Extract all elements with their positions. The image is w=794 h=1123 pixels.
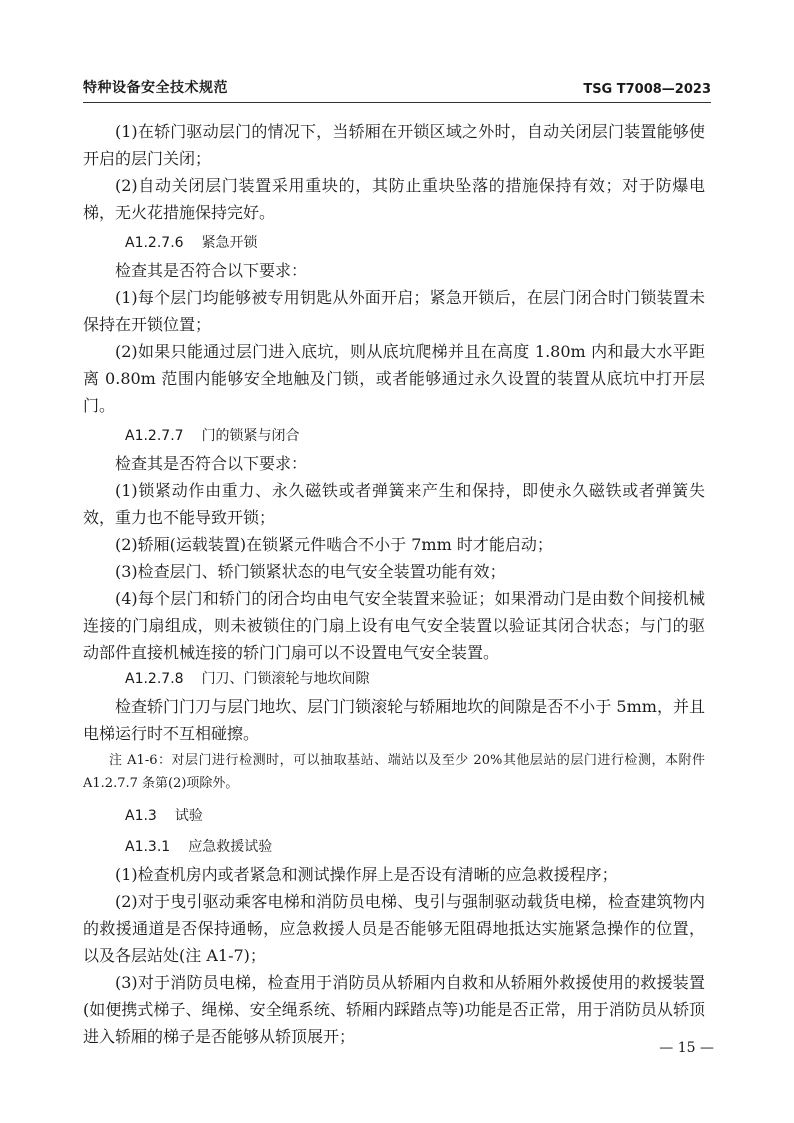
header-title: 特种设备安全技术规范 [83,80,228,96]
paragraph: (1)检查机房内或者紧急和测试操作屏上是否设有清晰的应急救援程序； [115,865,618,884]
section-number: A1.3 [125,808,157,824]
section-title: 试验 [174,808,203,824]
paragraph: (2)如果只能通过层门进入底坑，则从底坑爬梯并且在高度 1.80m 内和最大水平距离 0.80m 范围内能够安全地触及门锁，或者能够通过永久设置的装置从底坑中打开层门。 [83,342,705,415]
section-heading [83,803,705,830]
section-heading [83,423,705,450]
header-code: TSG T7008—2023 [583,82,711,97]
paragraph: 检查轿门门刀与层门地坎、层门门锁滚轮与轿厢地坎的间隙是否不小于 5mm，并且电梯运行时不互相碰擦。 [83,697,705,743]
paragraph: (3)检查层门、轿门锁紧状态的电气安全装置功能有效； [115,562,506,581]
section-number: A1.2.7.8 [125,671,184,687]
paragraph: 检查其是否符合以下要求： [115,454,308,473]
page-header [83,78,711,103]
section-heading [83,230,705,257]
paragraph: (2)自动关闭层门装置采用重块的，其防止重块坠落的措施保持有效；对于防爆电梯，无火花措施保持完好。 [83,176,705,222]
paragraph: (2)轿厢(运载装置)在锁紧元件啮合不小于 7mm 时才能启动； [115,535,553,554]
note: 注 A1-6：对层门进行检测时，可以抽取基站、端站以及至少 20%其他层站的层门进行检测，本附件 A1.2.7.7 条第(2)项除外。 [83,753,705,791]
section-number: A1.3.1 [125,839,171,855]
section-number: A1.2.7.7 [125,428,184,444]
section-title: 应急救援试验 [188,839,273,855]
section-title: 紧急开锁 [201,235,258,251]
section-heading [83,666,705,693]
paragraph: (1)每个层门均能够被专用钥匙从外面开启；紧急开锁后，在层门闭合时门锁装置未保持在开锁位置； [83,288,705,334]
paragraph: 检查其是否符合以下要求： [115,261,308,280]
paragraph: (2)对于曳引驱动乘客电梯和消防员电梯、曳引与强制驱动载货电梯，检查建筑物内的救援通道是否保持通畅，应急救援人员是否能够无阻碍地抵达实施紧急操作的位置，以及各层站处(注 A1-7)； [83,892,705,965]
paragraph: (1)锁紧动作由重力、永久磁铁或者弹簧来产生和保持，即使永久磁铁或者弹簧失效，重力也不能导致开锁； [83,481,705,527]
section-heading [83,834,705,861]
section-title: 门的锁紧与闭合 [201,428,300,444]
section-title: 门刀、门锁滚轮与地坎间隙 [201,671,370,687]
page-number: — 15 — [659,1040,714,1056]
paragraph: (4)每个层门和轿门的闭合均由电气安全装置来验证；如果滑动门是由数个间接机械连接的门扇组成，则未被锁住的门扇上设有电气安全装置以验证其闭合状态；与门的驱动部件直接机械连接的轿门门扇可以不设置电气安全装置。 [83,589,705,662]
paragraph: (1)在轿门驱动层门的情况下，当轿厢在开锁区域之外时，自动关闭层门装置能够使开启的层门关闭； [83,122,705,168]
document-body [83,118,705,1050]
paragraph: (3)对于消防员电梯，检查用于消防员从轿厢内自救和从轿厢外救援使用的救援装置(如便携式梯子、绳梯、安全绳系统、轿厢内踩踏点等)功能是否正常，用于消防员从轿顶进入轿厢的梯子是否能够从轿顶展开； [83,973,705,1046]
section-number: A1.2.7.6 [125,235,184,251]
